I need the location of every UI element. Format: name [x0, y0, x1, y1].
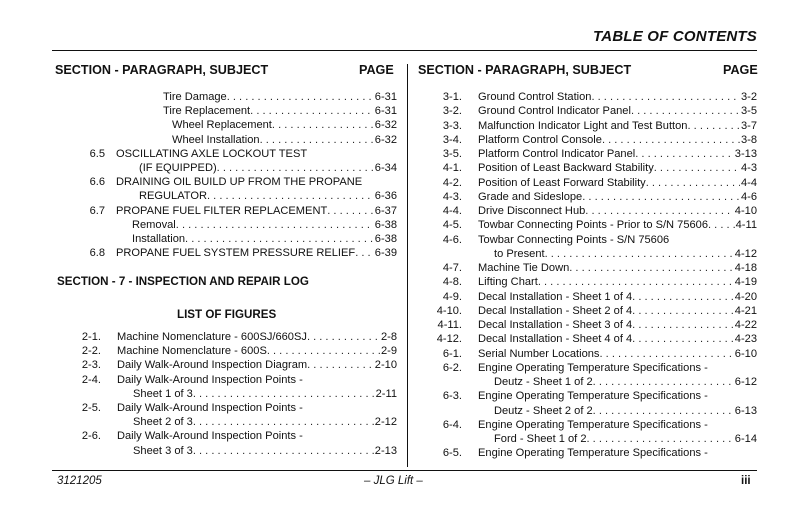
entry-page: 6-38 — [374, 218, 397, 231]
dot-leader — [632, 290, 734, 304]
entry-title: Sheet 3 of 3 — [133, 444, 193, 457]
entry-title: Tire Damage — [163, 91, 227, 103]
figure-entry — [423, 104, 757, 118]
entry-title: PROPANE FUEL SYSTEM PRESSURE RELIEF — [116, 247, 356, 260]
figure-entry — [80, 373, 397, 387]
dot-leader — [635, 147, 734, 161]
dot-leader — [193, 387, 375, 401]
dot-leader — [646, 176, 740, 190]
entry-title: Drive Disconnect Hub — [478, 205, 586, 217]
dot-leader — [593, 375, 734, 389]
entry-number: 4-9. — [442, 290, 462, 303]
entry-page: 6-39 — [374, 247, 397, 260]
figure-entry — [423, 275, 757, 289]
entry-title: Engine Operating Temperature Specifications - — [478, 447, 708, 460]
figure-entry — [423, 290, 757, 304]
section-7-heading: SECTION - 7 - INSPECTION AND REPAIR LOG — [57, 275, 309, 288]
entry-number: 3-5. — [442, 148, 462, 160]
entry-number: 4-8. — [442, 276, 462, 289]
figure-entry — [423, 347, 757, 361]
toc-entry — [89, 90, 397, 104]
figure-entry — [80, 415, 397, 429]
toc-entry — [89, 175, 397, 189]
entry-title: Tire Replacement — [163, 105, 251, 118]
left-page-heading: PAGE — [359, 63, 394, 77]
entry-title: Deutz - Sheet 1 of 2 — [494, 376, 593, 388]
dot-leader — [327, 204, 374, 218]
toc-entry — [89, 232, 397, 246]
entry-title: Platform Control Console — [478, 133, 602, 146]
figure-entry — [423, 318, 757, 332]
entry-title: Daily Walk-Around Inspection Points - — [117, 430, 303, 443]
figure-entry — [423, 190, 757, 204]
entry-title: Sheet 2 of 3 — [133, 416, 193, 429]
toc-entry — [89, 118, 397, 132]
dot-leader — [538, 275, 734, 289]
entry-page: 3-7 — [740, 119, 757, 132]
figure-entry — [423, 361, 757, 375]
entry-title: Platform Control Indicator Panel — [478, 148, 636, 160]
entry-title: Grade and Sideslope — [478, 190, 583, 203]
dot-leader — [193, 444, 374, 458]
entry-number: 2-5. — [81, 402, 101, 414]
entry-title: Decal Installation - Sheet 1 of 4 — [478, 290, 633, 303]
figure-entry — [423, 404, 757, 418]
dot-leader — [307, 330, 380, 344]
entry-title: Towbar Connecting Points - S/N 75606 — [478, 233, 670, 246]
figure-entry — [80, 429, 397, 443]
entry-page: 6-32 — [374, 133, 397, 146]
entry-number: 4-4. — [442, 205, 462, 217]
figure-entry — [423, 147, 757, 161]
entry-page: 6-38 — [374, 233, 397, 245]
entry-title: Wheel Installation — [172, 133, 260, 146]
entry-title: Engine Operating Temperature Specifications - — [478, 361, 708, 374]
entry-number: 6-5. — [442, 447, 462, 460]
figure-entry — [423, 233, 757, 247]
figure-entry — [80, 344, 397, 358]
toc-entry — [89, 246, 397, 260]
dot-leader — [687, 119, 739, 133]
dot-leader — [307, 358, 374, 372]
entry-title: Position of Least Forward Stability — [478, 176, 646, 189]
figure-entry — [423, 161, 757, 175]
entry-number: 2-6. — [81, 430, 101, 443]
figure-entry — [80, 401, 397, 415]
entry-page: 4-10 — [734, 205, 757, 217]
entry-title: Sheet 1 of 3 — [133, 387, 193, 400]
entry-title: Machine Tie Down — [478, 262, 570, 274]
entry-page: 6-12 — [734, 376, 757, 388]
figure-entry — [423, 204, 757, 218]
entry-page: 4-11 — [735, 219, 757, 232]
entry-page: 2-12 — [374, 416, 397, 429]
toc-entry — [89, 218, 397, 232]
figure-entry — [80, 330, 397, 344]
toc-entry — [89, 161, 397, 175]
dot-leader — [591, 90, 739, 104]
entry-number: 2-1. — [81, 331, 101, 343]
entry-page: 6-10 — [734, 347, 757, 360]
footer-brand: – JLG Lift – — [364, 475, 423, 487]
dot-leader — [602, 133, 740, 147]
entry-title: Wheel Replacement — [172, 119, 272, 132]
entry-title: (IF EQUIPPED) — [139, 162, 217, 174]
entry-number: 4-6. — [442, 233, 462, 246]
entry-page: 3-13 — [734, 148, 757, 160]
entry-page: 4-12 — [734, 247, 757, 260]
figure-entry — [423, 133, 757, 147]
entry-title: Daily Walk-Around Inspection Points - — [117, 402, 303, 414]
entry-title: Decal Installation - Sheet 2 of 4 — [478, 304, 633, 317]
entry-number: 3-1. — [442, 91, 462, 103]
dot-leader — [599, 347, 733, 361]
entry-title: Position of Least Backward Stability — [478, 162, 654, 175]
entry-title: Towbar Connecting Points - Prior to S/N 75606 — [478, 219, 709, 232]
dot-leader — [569, 261, 734, 275]
entry-title: Lifting Chart — [478, 276, 538, 289]
dot-leader — [585, 204, 734, 218]
entry-title: Ground Control Indicator Panel — [478, 105, 631, 118]
entry-title: Ground Control Station — [478, 91, 592, 103]
entry-number: 6.8 — [89, 247, 105, 260]
entry-title: Engine Operating Temperature Specifications - — [478, 418, 708, 431]
entry-title: Machine Nomenclature - 600S — [117, 345, 267, 358]
entry-number: 6.7 — [89, 204, 105, 217]
entry-title: Decal Installation - Sheet 4 of 4 — [478, 333, 633, 346]
dot-leader — [631, 104, 740, 118]
entry-number: 2-4. — [81, 373, 101, 386]
page-number: iii — [741, 475, 751, 487]
entry-number: 6-1. — [442, 347, 462, 360]
entry-page: 6-36 — [374, 190, 397, 203]
entry-page: 6-32 — [374, 119, 397, 132]
entry-number: 4-1. — [442, 162, 462, 175]
entry-page: 4-22 — [734, 319, 757, 331]
figure-entry — [423, 332, 757, 346]
entry-title: Decal Installation - Sheet 3 of 4 — [478, 319, 633, 331]
figure-entry — [423, 247, 757, 261]
dot-leader — [250, 104, 374, 118]
dot-leader — [272, 118, 374, 132]
dot-leader — [260, 133, 374, 147]
entry-page: 4-3 — [740, 162, 757, 175]
dot-leader — [545, 247, 734, 261]
entry-page: 2-9 — [380, 345, 397, 358]
entry-page: 3-8 — [740, 133, 757, 146]
entry-number: 4-3. — [442, 190, 462, 203]
entry-number: 3-2. — [442, 105, 462, 118]
entry-title: Removal — [132, 218, 176, 231]
entry-number: 4-7. — [442, 262, 462, 274]
entry-page: 2-8 — [380, 331, 397, 343]
entry-title: PROPANE FUEL FILTER REPLACEMENT — [116, 204, 328, 217]
entry-page: 6-31 — [374, 105, 397, 118]
figure-entry — [423, 176, 757, 190]
entry-page: 4-21 — [734, 304, 757, 317]
dot-leader — [587, 432, 734, 446]
dot-leader — [632, 304, 734, 318]
page-title: TABLE OF CONTENTS — [593, 28, 757, 45]
dot-leader — [207, 189, 374, 203]
entry-page: 4-23 — [734, 333, 757, 346]
entry-page: 3-2 — [740, 91, 757, 103]
entry-page: 4-4 — [740, 176, 757, 189]
entry-page: 2-10 — [374, 359, 397, 372]
dot-leader — [708, 218, 735, 232]
entry-page: 3-5 — [740, 105, 757, 118]
footer-rule — [52, 470, 757, 471]
entry-number: 2-2. — [81, 345, 101, 358]
entry-number: 2-3. — [81, 359, 101, 372]
figure-entry — [80, 387, 397, 401]
entry-title: DRAINING OIL BUILD UP FROM THE PROPANE — [116, 176, 363, 189]
entry-title: Malfunction Indicator Light and Test Button — [478, 119, 688, 132]
dot-leader — [582, 190, 740, 204]
figure-entry — [423, 375, 757, 389]
entry-number: 6.5 — [89, 147, 105, 160]
right-page-heading: PAGE — [723, 63, 758, 77]
entry-title: Serial Number Locations — [478, 347, 600, 360]
entry-title: Engine Operating Temperature Specifications - — [478, 390, 708, 403]
entry-number: 3-3. — [442, 119, 462, 132]
entry-page: 6-13 — [734, 404, 757, 417]
entry-title: to Present — [494, 247, 545, 260]
figure-entry — [423, 304, 757, 318]
toc-entry — [89, 204, 397, 218]
toc-entry — [89, 147, 397, 161]
entry-title: Daily Walk-Around Inspection Diagram — [117, 359, 308, 372]
header-rule — [52, 50, 757, 51]
entry-page: 2-13 — [374, 444, 397, 457]
dot-leader — [176, 218, 374, 232]
entry-page: 6-34 — [374, 162, 397, 174]
entry-page: 6-14 — [734, 433, 757, 445]
entry-page: 4-6 — [740, 190, 757, 203]
entry-title: OSCILLATING AXLE LOCKOUT TEST — [116, 147, 308, 160]
entry-title: REGULATOR — [139, 190, 208, 203]
right-column-heading: SECTION - PARAGRAPH, SUBJECT — [418, 63, 632, 77]
toc-entry — [89, 189, 397, 203]
document-number: 3121205 — [57, 475, 102, 487]
dot-leader — [593, 404, 734, 418]
entry-page: 4-20 — [734, 290, 757, 303]
dot-leader — [227, 90, 374, 104]
figure-entry — [423, 218, 757, 232]
entry-page: 6-37 — [374, 204, 397, 217]
dot-leader — [654, 161, 740, 175]
figure-entry — [423, 418, 757, 432]
entry-title: Daily Walk-Around Inspection Points - — [117, 373, 303, 386]
entry-number: 4-12. — [436, 333, 462, 346]
entry-page: 4-19 — [734, 276, 757, 289]
figure-entry — [423, 261, 757, 275]
figure-entry — [423, 432, 757, 446]
figure-entry — [423, 90, 757, 104]
entry-title: Deutz - Sheet 2 of 2 — [494, 404, 593, 417]
entry-number: 4-5. — [442, 219, 462, 232]
dot-leader — [217, 161, 374, 175]
entry-number: 3-4. — [442, 133, 462, 146]
dot-leader — [632, 332, 734, 346]
entry-title: Ford - Sheet 1 of 2 — [494, 433, 587, 445]
figure-entry — [423, 446, 757, 460]
entry-page: 2-11 — [375, 387, 397, 400]
entry-title: Installation — [132, 233, 186, 245]
dot-leader — [193, 415, 374, 429]
entry-number: 4-10. — [436, 304, 462, 317]
figure-entry — [423, 119, 757, 133]
entry-page: 6-31 — [374, 91, 397, 103]
figure-entry — [80, 444, 397, 458]
toc-entry — [89, 104, 397, 118]
entry-number: 4-2. — [442, 176, 462, 189]
left-column-heading: SECTION - PARAGRAPH, SUBJECT — [55, 63, 269, 77]
column-divider — [407, 64, 408, 467]
dot-leader — [267, 344, 380, 358]
entry-number: 6-4. — [442, 418, 462, 431]
entry-page: 4-18 — [734, 262, 757, 274]
toc-entry — [89, 133, 397, 147]
entry-number: 4-11. — [437, 319, 462, 331]
figure-entry — [423, 389, 757, 403]
dot-leader — [185, 232, 374, 246]
figure-entry — [80, 358, 397, 372]
entry-number: 6.6 — [89, 176, 105, 189]
dot-leader — [355, 246, 374, 260]
entry-number: 6-2. — [442, 361, 462, 374]
dot-leader — [632, 318, 734, 332]
entry-number: 6-3. — [442, 390, 462, 403]
list-of-figures-heading: LIST OF FIGURES — [177, 308, 277, 321]
entry-title: Machine Nomenclature - 600SJ/660SJ — [117, 331, 307, 343]
